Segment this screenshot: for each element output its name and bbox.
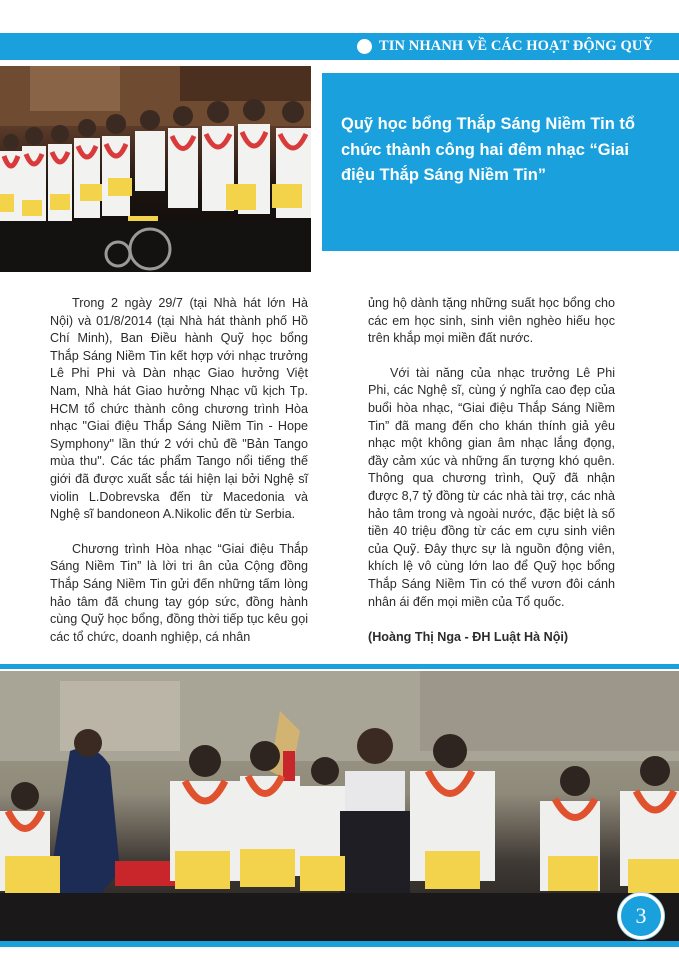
page-number: 3 [635,903,647,928]
section-header-bar [0,33,679,60]
article-paragraph: Chương trình Hòa nhạc “Giai điệu Thắp Sáng Niềm Tin” là lời tri ân của Cộng đồng Thắp Sáng Niềm Tin gửi đến những tấm lòng hảo tâm đã chung tay góp sức, đồng hành cùng Quỹ học bổng, đồng thời tiếp tục kêu gọi các tổ chức, doanh nghiệp, cá nhân [50,541,308,644]
headline-box [322,73,679,251]
article-byline: (Hoàng Thị Nga - ĐH Luật Hà Nội) [368,630,569,645]
section-header-label: TIN NHANH VỀ CÁC HOẠT ĐỘNG QUỸ [379,38,653,54]
headline-title: Quỹ học bổng Thắp Sáng Niềm Tin tổ chức thành công hai đêm nhạc “Giai điệu Thắp Sáng Niềm Tin” [341,115,635,184]
scholarship-ceremony-photo [0,66,311,272]
bullet-dot-icon [357,39,372,54]
article-paragraph: Với tài năng của nhạc trưởng Lê Phi Phi, các Nghệ sĩ, cùng ý nghĩa cao đẹp của buổi hòa nhạc, “Giai điệu Thắp Sáng Niềm Tin” đã mang đến cho khán thính giả yêu nhạc một không gian âm nhạc lắng đọng, đầy cảm xúc và những ấn tượng khó quên. Thông qua chương trình, Quỹ đã nhận được 8,7 tỷ đồng từ các nhà tài trợ, các nhà hảo tâm trong và ngoài nước, đặc biệt là số tiền 40 triệu đồng từ các em cựu sinh viên của Quỹ. Đây thực sự là nguồn động viên, khích lệ vô cùng lớn lao để Quỹ học bổng Thắp Sáng Niềm Tin có thể vươn đôi cánh nhân ái đến mọi miền của Tổ quốc. [368,365,615,609]
article-paragraph: Trong 2 ngày 29/7 (tại Nhà hát lớn Hà Nội) và 01/8/2014 (tại Nhà hát thành phố Hồ Chí Minh), Ban Điều hành Quỹ học bổng Thắp Sáng Niềm Tin kết hợp với nhạc trưởng Lê Phi Phi và Dàn nhạc Giao hưởng Việt Nam, Nhà hát Giao hưởng Nhạc vũ kịch Tp. HCM tổ chức thành công chương trình Hòa nhạc "Giai điệu Thắp Sáng Niềm Tin - Hope Symphony" lần thứ 2 với chủ đề "Bản Tango mùa thu". Các tác phẩm Tango nổi tiếng thế giới đã được xuất sắc tái hiện lại bởi Nghệ sĩ violin L.Dobrevska đến từ Macedonia và Nghệ sĩ bandoneon A.Nikolic đến từ Serbia. [50,296,308,522]
footer-rule [0,941,679,947]
award-photo-illustration [0,671,679,943]
ceremony-photo-illustration [0,66,311,272]
page-number-badge [618,893,664,939]
divider-rule [0,664,679,669]
article-paragraph: ủng hộ dành tặng những suất học bổng cho các em học sinh, sinh viên nghèo hiếu học trên khắp mọi miền đất nước. [368,296,615,346]
award-presentation-photo [0,671,679,943]
article-column-right [368,295,615,647]
article-column-left [50,295,308,646]
